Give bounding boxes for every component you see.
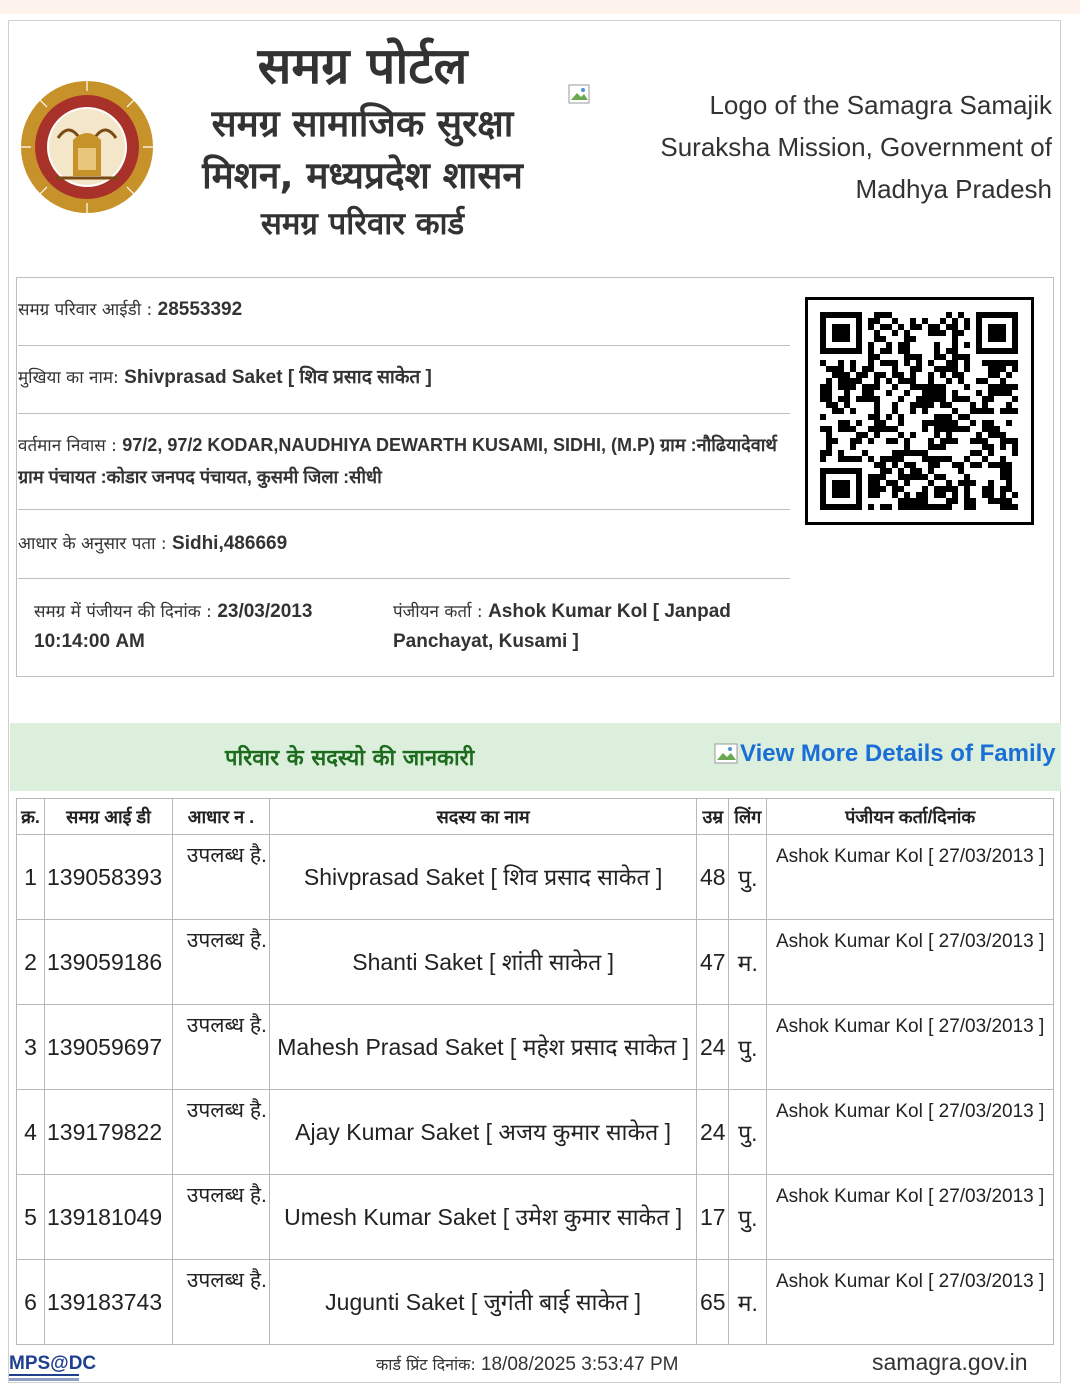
cell-no: 4 [17, 1090, 45, 1175]
cell-samagra-id: 139181049 [44, 1175, 172, 1260]
cell-samagra-id: 139179822 [44, 1090, 172, 1175]
cell-aadhar: उपलब्ध है. [172, 1090, 269, 1175]
table-header-row [17, 799, 1054, 835]
cell-member-name: Ajay Kumar Saket [ अजय कुमार साकेत ] [269, 1090, 696, 1175]
cell-no: 3 [17, 1005, 45, 1090]
mpsedc-logo-icon [9, 1349, 97, 1385]
view-more-details-label[interactable]: View More Details of Family [740, 740, 1056, 767]
mission-line-2: मिशन, मध्यप्रदेश शासन [202, 154, 523, 197]
logo-alt-text: Logo of the Samagra Samajik Suraksha Mission, Government of Madhya Pradesh [660, 90, 1052, 204]
website-url[interactable]: samagra.gov.in [872, 1349, 1028, 1375]
head-name-label: मुखिया का नाम: [18, 368, 125, 388]
cell-gender: म. [729, 1260, 767, 1345]
cell-age: 65 [697, 1260, 729, 1345]
cell-member-name: Shivprasad Saket [ शिव प्रसाद साकेत ] [269, 835, 696, 920]
print-date-value: 18/08/2025 3:53:47 PM [480, 1354, 679, 1375]
registrar-value: Ashok Kumar Kol [ Janpad Panchayat, Kusami ] [393, 601, 731, 652]
print-date-label: कार्ड प्रिंट दिनांक: [376, 1355, 481, 1374]
cell-no: 6 [17, 1260, 45, 1345]
col-header-no: क्र. [17, 799, 45, 835]
aadhar-address-value: Sidhi,486669 [172, 533, 288, 554]
cell-age: 24 [697, 1090, 729, 1175]
view-more-details-link[interactable] [714, 740, 1056, 768]
cell-age: 24 [697, 1005, 729, 1090]
cell-gender: म. [729, 920, 767, 1005]
address-row [18, 414, 790, 510]
broken-image-icon [568, 84, 592, 106]
cell-aadhar: उपलब्ध है. [172, 1175, 269, 1260]
broken-image-icon [714, 743, 740, 765]
cell-registrar: Ashok Kumar Kol [ 27/03/2013 ] [767, 1260, 1054, 1345]
table-row [17, 1175, 1054, 1260]
registration-date-value: 23/03/2013 10:14:00 AM [34, 601, 313, 652]
cell-registrar: Ashok Kumar Kol [ 27/03/2013 ] [767, 835, 1054, 920]
cell-no: 5 [17, 1175, 45, 1260]
col-header-registrar-date: पंजीयन कर्ता/दिनांक [767, 799, 1054, 835]
table-row [17, 1005, 1054, 1090]
col-header-age: उम्र [697, 799, 729, 835]
cell-registrar: Ashok Kumar Kol [ 27/03/2013 ] [767, 920, 1054, 1005]
cell-samagra-id: 139059186 [44, 920, 172, 1005]
cell-aadhar: उपलब्ध है. [172, 920, 269, 1005]
cell-samagra-id: 139058393 [44, 835, 172, 920]
address-label: वर्तमान निवास : [18, 436, 123, 456]
table-row [17, 1260, 1054, 1345]
registrar [393, 597, 773, 657]
cell-member-name: Umesh Kumar Saket [ उमेश कुमार साकेत ] [269, 1175, 696, 1260]
registrar-label: पंजीयन कर्ता : [393, 602, 489, 622]
family-id-label: समग्र परिवार आईडी : [18, 300, 158, 320]
cell-age: 47 [697, 920, 729, 1005]
family-id-value: 28553392 [157, 299, 243, 320]
registration-date-label: समग्र में पंजीयन की दिनांक : [34, 602, 218, 622]
mp-emblem-icon [18, 78, 156, 216]
qr-code-icon [808, 300, 1031, 522]
address-value: 97/2, 97/2 KODAR,NAUDHIYA DEWARTH KUSAMI, SIDHI, (M.P) ग्राम :नौढियादेवार्थ ग्राम पंचायत :कोडार जनपद पंचायत, कुसमी जिला :सीधी [18, 435, 777, 487]
cell-member-name: Shanti Saket [ शांती साकेत ] [269, 920, 696, 1005]
cell-aadhar: उपलब्ध है. [172, 1005, 269, 1090]
table-row [17, 1090, 1054, 1175]
mpsedc-logo-text: MPS@DC [9, 1353, 97, 1374]
members-section-title: परिवार के सदस्यो की जानकारी [225, 746, 475, 771]
head-name-value: Shivprasad Saket [ शिव प्रसाद साकेत ] [124, 367, 432, 388]
cell-registrar: Ashok Kumar Kol [ 27/03/2013 ] [767, 1005, 1054, 1090]
cell-gender: पु. [729, 1005, 767, 1090]
table-row [17, 920, 1054, 1005]
cell-registrar: Ashok Kumar Kol [ 27/03/2013 ] [767, 1175, 1054, 1260]
mission-line-1: समग्र सामाजिक सुरक्षा [211, 102, 514, 145]
cell-no: 1 [17, 835, 45, 920]
family-id-row [18, 290, 790, 346]
col-header-samagra-id: समग्र आई डी [44, 799, 172, 835]
cell-gender: पु. [729, 835, 767, 920]
col-header-gender: लिंग [729, 799, 767, 835]
card-title: समग्र परिवार कार्ड [260, 206, 465, 242]
cell-aadhar: उपलब्ध है. [172, 835, 269, 920]
aadhar-address-label: आधार के अनुसार पता : [18, 534, 173, 554]
qr-code [805, 297, 1034, 525]
title-block [160, 34, 565, 246]
members-table [16, 798, 1054, 1345]
cell-member-name: Mahesh Prasad Saket [ महेश प्रसाद साकेत ] [269, 1005, 696, 1090]
cell-age: 17 [697, 1175, 729, 1260]
registration-date [34, 597, 364, 657]
cell-member-name: Jugunti Saket [ जुगंती बाई साकेत ] [269, 1260, 696, 1345]
aadhar-address-row [18, 511, 790, 579]
cell-samagra-id: 139183743 [44, 1260, 172, 1345]
print-date [376, 1353, 678, 1376]
cell-aadhar: उपलब्ध है. [172, 1260, 269, 1345]
table-row [17, 835, 1054, 920]
top-strip [0, 0, 1080, 14]
cell-gender: पु. [729, 1090, 767, 1175]
cell-no: 2 [17, 920, 45, 1005]
head-name-row [18, 346, 790, 414]
cell-gender: पु. [729, 1175, 767, 1260]
col-header-member-name: सदस्य का नाम [269, 799, 696, 835]
cell-registrar: Ashok Kumar Kol [ 27/03/2013 ] [767, 1090, 1054, 1175]
portal-title: समग्र पोर्टल [257, 37, 468, 95]
col-header-aadhar: आधार न . [172, 799, 269, 835]
cell-samagra-id: 139059697 [44, 1005, 172, 1090]
cell-age: 48 [697, 835, 729, 920]
